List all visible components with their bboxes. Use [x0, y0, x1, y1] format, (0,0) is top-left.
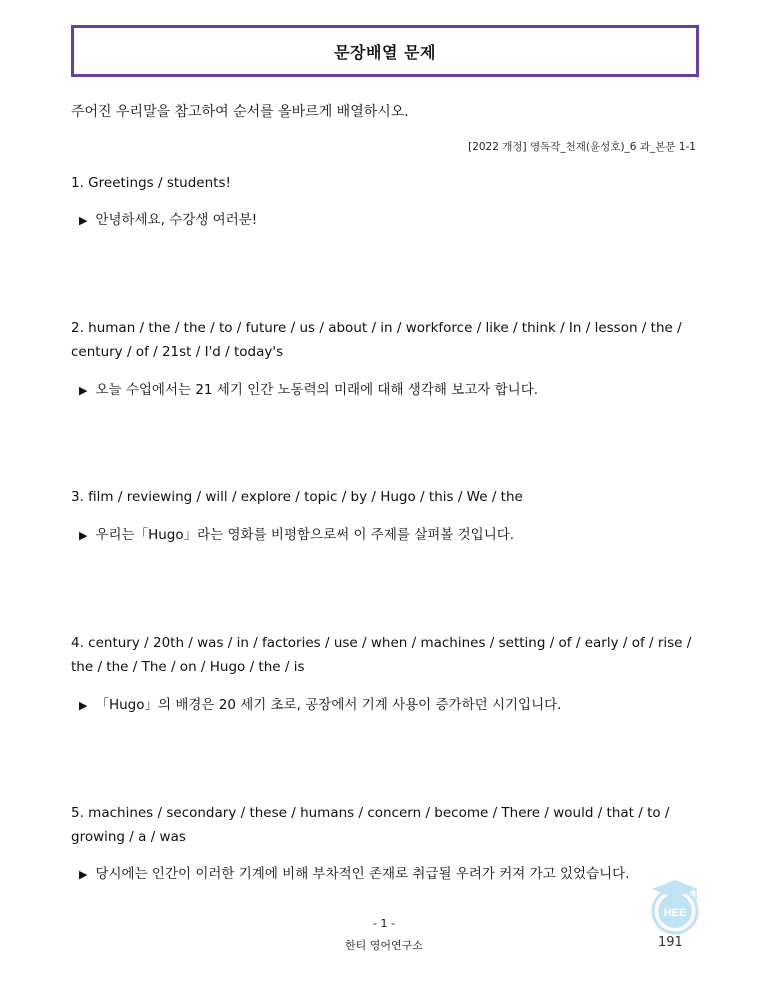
answer-text: 당시에는 인간이 이러한 기계에 비해 부차적인 존재로 취급될 우려가 커져 가고 있었습니다.	[95, 866, 630, 882]
question-3-prompt: 3. film / reviewing / will / explore / topic / by / Hugo / this / We / the	[71, 489, 523, 505]
title-box	[71, 25, 699, 77]
answer-text: 오늘 수업에서는 21 세기 인간 노동력의 미래에 대해 생각해 보고자 합니다.	[95, 382, 539, 398]
answer-text: 「Hugo」의 배경은 20 세기 초로, 공장에서 기계 사용이 증가하던 시기입니다.	[95, 697, 562, 713]
source-label: [2022 개정] 영독작_천재(윤성호)_6 과_본문 1-1	[468, 141, 696, 153]
arrow-icon: ▶	[79, 868, 88, 881]
question-4-answer	[79, 693, 561, 713]
instruction-text: 주어진 우리말을 참고하여 순서를 올바르게 배열하시오.	[71, 104, 409, 120]
arrow-icon: ▶	[79, 214, 88, 227]
arrow-icon: ▶	[79, 699, 88, 712]
logo-text: HEE	[663, 907, 687, 919]
question-2-answer	[79, 378, 538, 398]
logo-number: 191	[658, 935, 683, 950]
arrow-icon: ▶	[79, 529, 88, 542]
question-5-answer	[79, 862, 629, 882]
arrow-icon: ▶	[79, 384, 88, 397]
answer-text: 우리는「Hugo」라는 영화를 비평함으로써 이 주제를 살펴볼 것입니다.	[95, 527, 515, 543]
question-5-prompt: 5. machines / secondary / these / humans / concern / become / There / would / that / to / growing / a / was	[71, 805, 670, 845]
question-3-answer	[79, 523, 514, 543]
institute-name: 한티 영어연구소	[345, 939, 423, 952]
question-1-answer	[79, 208, 257, 228]
page-number: - 1 -	[373, 917, 395, 930]
question-1-prompt: 1. Greetings / students!	[71, 175, 231, 191]
page-title: 문장배열 문제	[334, 42, 436, 62]
question-2-prompt: 2. human / the / the / to / future / us / about / in / workforce / like / think / In / lesson / the / century / of / 21st / I'd / today's	[71, 320, 682, 360]
answer-text: 안녕하세요, 수강생 여러분!	[95, 212, 258, 228]
question-4-prompt: 4. century / 20th / was / in / factories / use / when / machines / setting / of / early / of / rise / the / the / The / on / Hugo / the / is	[71, 635, 692, 675]
